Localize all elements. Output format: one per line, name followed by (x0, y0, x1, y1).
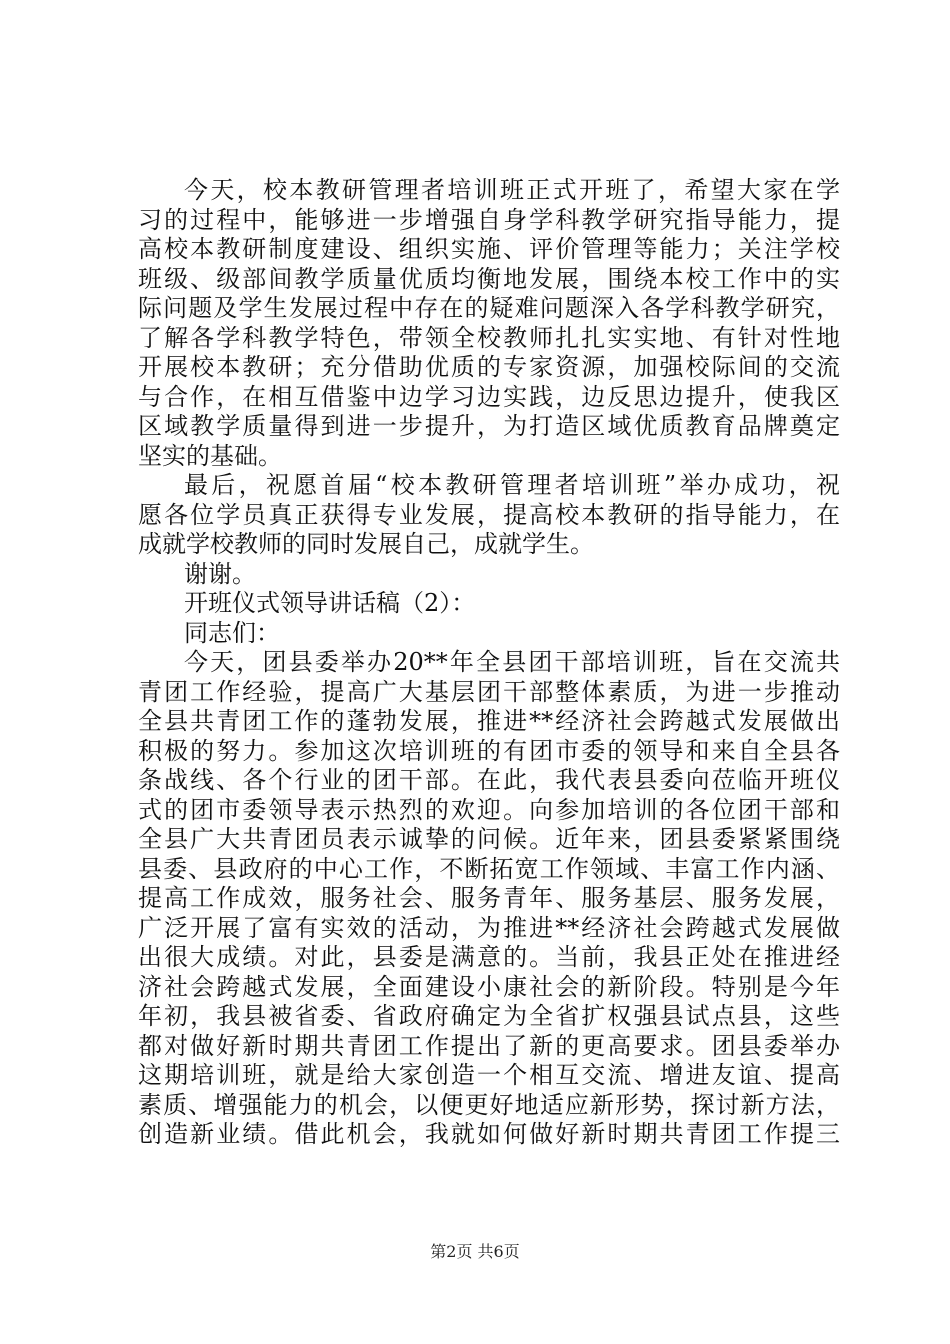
text-line: 青团工作经验，提高广大基层团干部整体素质，为进一步推动 (138, 677, 840, 706)
text-line: 都对做好新时期共青团工作提出了新的更高要求。团县委举办 (138, 1031, 840, 1060)
text-line: 了解各学科教学特色，带领全校教师扎扎实实地、有针对性地 (138, 323, 840, 352)
text-line: 济社会跨越式发展，全面建设小康社会的新阶段。特别是今年 (138, 972, 840, 1001)
text-line: 开班仪式领导讲话稿（2）： (184, 589, 476, 617)
text-line: 区域教学质量得到进一步提升，为打造区域优质教育品牌奠定 (138, 412, 840, 440)
text-line: 愿各位学员真正获得专业发展，提高校本教研的指导能力，在 (138, 500, 840, 529)
text-line: 最后，祝愿首届“校本教研管理者培训班”举办成功，祝 (184, 471, 840, 499)
text-line: 广泛开展了富有实效的活动，为推进**经济社会跨越式发展做 (138, 913, 840, 942)
text-line: 高校本教研制度建设、组织实施、评价管理等能力；关注学校 (138, 235, 840, 263)
text-line: 年初，我县被省委、省政府确定为全省扩权强县试点县，这些 (138, 1002, 840, 1030)
text-line: 际问题及学生发展过程中存在的疑难问题深入各学科教学研究， (138, 294, 840, 322)
text-line: 全县广大共青团员表示诚挚的问候。近年来，团县委紧紧围绕 (138, 825, 840, 853)
text-line: 素质、增强能力的机会，以便更好地适应新形势，探讨新方法， (138, 1090, 840, 1119)
text-line: 谢谢。 (184, 559, 256, 588)
text-line: 开展校本教研；充分借助优质的专家资源，加强校际间的交流 (138, 353, 840, 381)
text-line: 今天，团县委举办20**年全县团干部培训班，旨在交流共 (184, 648, 840, 676)
text-line: 全县共青团工作的蓬勃发展，推进**经济社会跨越式发展做出 (138, 707, 840, 735)
text-line: 今天，校本教研管理者培训班正式开班了，希望大家在学 (184, 176, 840, 204)
text-line: 坚实的基础。 (138, 441, 282, 470)
text-line: 班级、级部间教学质量优质均衡地发展，围绕本校工作中的实 (138, 264, 840, 293)
text-line: 县委、县政府的中心工作，不断拓宽工作领域、丰富工作内涵、 (138, 854, 840, 883)
document-body (138, 176, 840, 1150)
text-line: 积极的努力。参加这次培训班的有团市委的领导和来自全县各 (138, 736, 840, 765)
text-line: 式的团市委领导表示热烈的欢迎。向参加培训的各位团干部和 (138, 795, 840, 824)
text-line: 成就学校教师的同时发展自己，成就学生。 (138, 530, 594, 558)
text-line: 提高工作成效，服务社会、服务青年、服务基层、服务发展， (138, 884, 840, 912)
text-line: 创造新业绩。借此机会，我就如何做好新时期共青团工作提三 (138, 1120, 840, 1148)
page-number-label: 第2页 共6页 (430, 1242, 520, 1261)
text-line: 同志们： (184, 618, 280, 647)
page-footer (0, 1242, 950, 1262)
text-line: 与合作，在相互借鉴中边学习边实践，边反思边提升，使我区 (138, 382, 840, 411)
text-line: 条战线、各个行业的团干部。在此，我代表县委向莅临开班仪 (138, 766, 840, 794)
text-line: 习的过程中，能够进一步增强自身学科教学研究指导能力，提 (138, 205, 840, 234)
text-line: 出很大成绩。对此，县委是满意的。当前，我县正处在推进经 (138, 943, 840, 971)
text-line: 这期培训班，就是给大家创造一个相互交流、增进友谊、提高 (138, 1061, 840, 1089)
